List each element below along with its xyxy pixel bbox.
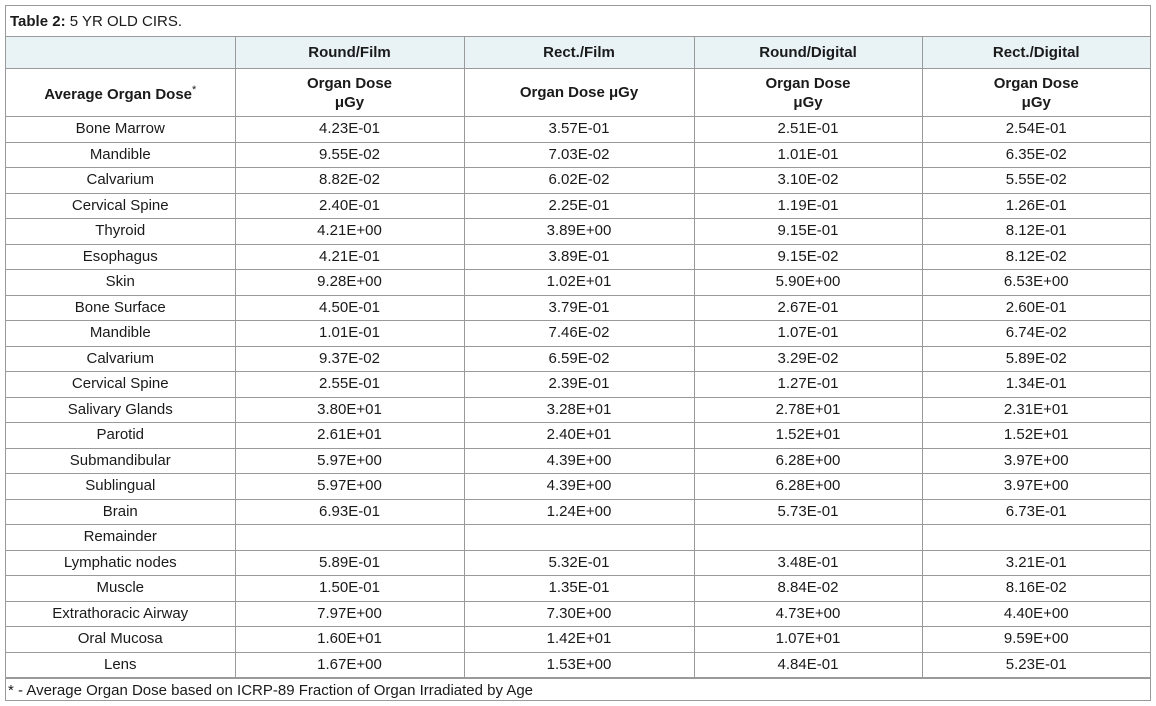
dose-value: 9.55E-02 [235, 142, 464, 168]
dose-table [6, 37, 1150, 678]
dose-value: 1.26E-01 [922, 193, 1150, 219]
dose-value: 8.12E-02 [922, 244, 1150, 270]
organ-label: Submandibular [6, 448, 235, 474]
table-row [6, 372, 1150, 398]
table-row [6, 448, 1150, 474]
table-row [6, 474, 1150, 500]
dose-value: 4.39E+00 [464, 474, 694, 500]
dose-value: 2.51E-01 [694, 117, 922, 143]
table-row [6, 295, 1150, 321]
subheader-unit: Organ Dose μGy [922, 69, 1150, 117]
dose-value: 3.21E-01 [922, 550, 1150, 576]
dose-value [235, 525, 464, 551]
dose-value: 2.61E+01 [235, 423, 464, 449]
dose-value: 1.53E+00 [464, 652, 694, 678]
dose-value: 1.35E-01 [464, 576, 694, 602]
dose-value: 6.73E-01 [922, 499, 1150, 525]
table-row [6, 550, 1150, 576]
dose-value: 3.79E-01 [464, 295, 694, 321]
dose-value: 2.67E-01 [694, 295, 922, 321]
dose-value: 1.01E-01 [235, 321, 464, 347]
column-header-rect-digital: Rect./Digital [922, 37, 1150, 69]
dose-value: 1.19E-01 [694, 193, 922, 219]
dose-value: 9.15E-01 [694, 219, 922, 245]
organ-label: Remainder [6, 525, 235, 551]
table-row [6, 346, 1150, 372]
dose-value: 3.97E+00 [922, 474, 1150, 500]
dose-value: 5.89E-02 [922, 346, 1150, 372]
dose-value: 1.34E-01 [922, 372, 1150, 398]
dose-value: 1.50E-01 [235, 576, 464, 602]
table-frame [5, 5, 1151, 701]
subheader-unit: Organ Dose μGy [464, 69, 694, 117]
dose-value: 2.60E-01 [922, 295, 1150, 321]
organ-label: Skin [6, 270, 235, 296]
subheader-unit: Organ Dose μGy [694, 69, 922, 117]
table-row [6, 168, 1150, 194]
organ-label: Calvarium [6, 346, 235, 372]
dose-value: 3.10E-02 [694, 168, 922, 194]
dose-value: 6.28E+00 [694, 448, 922, 474]
organ-label: Lens [6, 652, 235, 678]
dose-value: 7.03E-02 [464, 142, 694, 168]
organ-label: Cervical Spine [6, 372, 235, 398]
dose-value: 2.54E-01 [922, 117, 1150, 143]
dose-value: 8.12E-01 [922, 219, 1150, 245]
dose-value: 1.67E+00 [235, 652, 464, 678]
dose-value: 4.21E+00 [235, 219, 464, 245]
dose-value [464, 525, 694, 551]
dose-value: 3.28E+01 [464, 397, 694, 423]
dose-value: 1.07E-01 [694, 321, 922, 347]
table-caption [6, 6, 1150, 37]
dose-value: 2.40E-01 [235, 193, 464, 219]
table-row [6, 601, 1150, 627]
dose-value: 3.29E-02 [694, 346, 922, 372]
dose-value: 5.90E+00 [694, 270, 922, 296]
dose-value: 1.27E-01 [694, 372, 922, 398]
dose-value: 5.73E-01 [694, 499, 922, 525]
dose-value: 5.97E+00 [235, 448, 464, 474]
dose-value: 4.73E+00 [694, 601, 922, 627]
dose-value: 3.57E-01 [464, 117, 694, 143]
dose-value: 1.07E+01 [694, 627, 922, 653]
table-footnote: * - Average Organ Dose based on ICRP-89 Fraction of Organ Irradiated by Age [6, 678, 1150, 702]
dose-value: 3.89E+00 [464, 219, 694, 245]
table-row [6, 576, 1150, 602]
dose-value: 3.80E+01 [235, 397, 464, 423]
caption-text: 5 YR OLD CIRS. [65, 13, 183, 30]
dose-value: 3.48E-01 [694, 550, 922, 576]
organ-label: Extrathoracic Airway [6, 601, 235, 627]
table-row [6, 321, 1150, 347]
dose-value: 5.89E-01 [235, 550, 464, 576]
organ-label: Salivary Glands [6, 397, 235, 423]
organ-label: Esophagus [6, 244, 235, 270]
dose-value: 6.28E+00 [694, 474, 922, 500]
table-row [6, 397, 1150, 423]
dose-value: 9.37E-02 [235, 346, 464, 372]
dose-value: 3.97E+00 [922, 448, 1150, 474]
organ-label: Muscle [6, 576, 235, 602]
dose-value: 1.24E+00 [464, 499, 694, 525]
dose-value: 5.23E-01 [922, 652, 1150, 678]
table-row [6, 219, 1150, 245]
organ-label: Bone Marrow [6, 117, 235, 143]
dose-value: 7.46E-02 [464, 321, 694, 347]
subheader-first-label: Average Organ Dose [44, 86, 193, 103]
dose-value: 7.30E+00 [464, 601, 694, 627]
organ-label: Cervical Spine [6, 193, 235, 219]
dose-value: 1.60E+01 [235, 627, 464, 653]
subheader-asterisk: * [192, 84, 197, 96]
table-row [6, 244, 1150, 270]
dose-value: 2.25E-01 [464, 193, 694, 219]
dose-value: 7.97E+00 [235, 601, 464, 627]
subheader-unit: Organ Dose μGy [235, 69, 464, 117]
dose-value: 3.89E-01 [464, 244, 694, 270]
dose-value: 5.97E+00 [235, 474, 464, 500]
organ-label: Calvarium [6, 168, 235, 194]
dose-value: 1.42E+01 [464, 627, 694, 653]
dose-value: 8.84E-02 [694, 576, 922, 602]
dose-value: 2.78E+01 [694, 397, 922, 423]
column-header-round-digital: Round/Digital [694, 37, 922, 69]
dose-value: 8.82E-02 [235, 168, 464, 194]
table-row [6, 270, 1150, 296]
dose-value: 9.15E-02 [694, 244, 922, 270]
dose-value: 6.02E-02 [464, 168, 694, 194]
table-row [6, 193, 1150, 219]
dose-value: 5.32E-01 [464, 550, 694, 576]
table-row [6, 627, 1150, 653]
dose-value: 6.74E-02 [922, 321, 1150, 347]
dose-value: 4.50E-01 [235, 295, 464, 321]
table-row [6, 499, 1150, 525]
dose-value: 9.28E+00 [235, 270, 464, 296]
dose-value: 4.21E-01 [235, 244, 464, 270]
dose-value: 2.55E-01 [235, 372, 464, 398]
dose-value: 4.84E-01 [694, 652, 922, 678]
organ-label: Brain [6, 499, 235, 525]
dose-value: 4.39E+00 [464, 448, 694, 474]
dose-value: 1.52E+01 [922, 423, 1150, 449]
organ-label: Thyroid [6, 219, 235, 245]
dose-value: 4.23E-01 [235, 117, 464, 143]
column-header-empty [6, 37, 235, 69]
table-body [6, 117, 1150, 678]
organ-label: Bone Surface [6, 295, 235, 321]
table-row [6, 423, 1150, 449]
dose-value: 6.35E-02 [922, 142, 1150, 168]
dose-value: 4.40E+00 [922, 601, 1150, 627]
subheader-row [6, 69, 1150, 117]
dose-value: 6.93E-01 [235, 499, 464, 525]
column-header-row [6, 37, 1150, 69]
caption-label: Table 2: [10, 13, 66, 30]
dose-value: 1.52E+01 [694, 423, 922, 449]
organ-label: Mandible [6, 321, 235, 347]
table-row [6, 525, 1150, 551]
dose-value [922, 525, 1150, 551]
organ-label: Oral Mucosa [6, 627, 235, 653]
dose-value: 6.59E-02 [464, 346, 694, 372]
dose-value: 1.02E+01 [464, 270, 694, 296]
dose-value: 9.59E+00 [922, 627, 1150, 653]
column-header-round-film: Round/Film [235, 37, 464, 69]
table-row [6, 142, 1150, 168]
dose-value: 6.53E+00 [922, 270, 1150, 296]
table-row [6, 652, 1150, 678]
dose-value: 1.01E-01 [694, 142, 922, 168]
table-row [6, 117, 1150, 143]
dose-value [694, 525, 922, 551]
organ-label: Sublingual [6, 474, 235, 500]
dose-value: 2.31E+01 [922, 397, 1150, 423]
column-header-rect-film: Rect./Film [464, 37, 694, 69]
subheader-average-organ-dose [6, 69, 235, 117]
organ-label: Parotid [6, 423, 235, 449]
organ-label: Lymphatic nodes [6, 550, 235, 576]
dose-value: 5.55E-02 [922, 168, 1150, 194]
dose-value: 2.40E+01 [464, 423, 694, 449]
organ-label: Mandible [6, 142, 235, 168]
dose-value: 2.39E-01 [464, 372, 694, 398]
dose-value: 8.16E-02 [922, 576, 1150, 602]
